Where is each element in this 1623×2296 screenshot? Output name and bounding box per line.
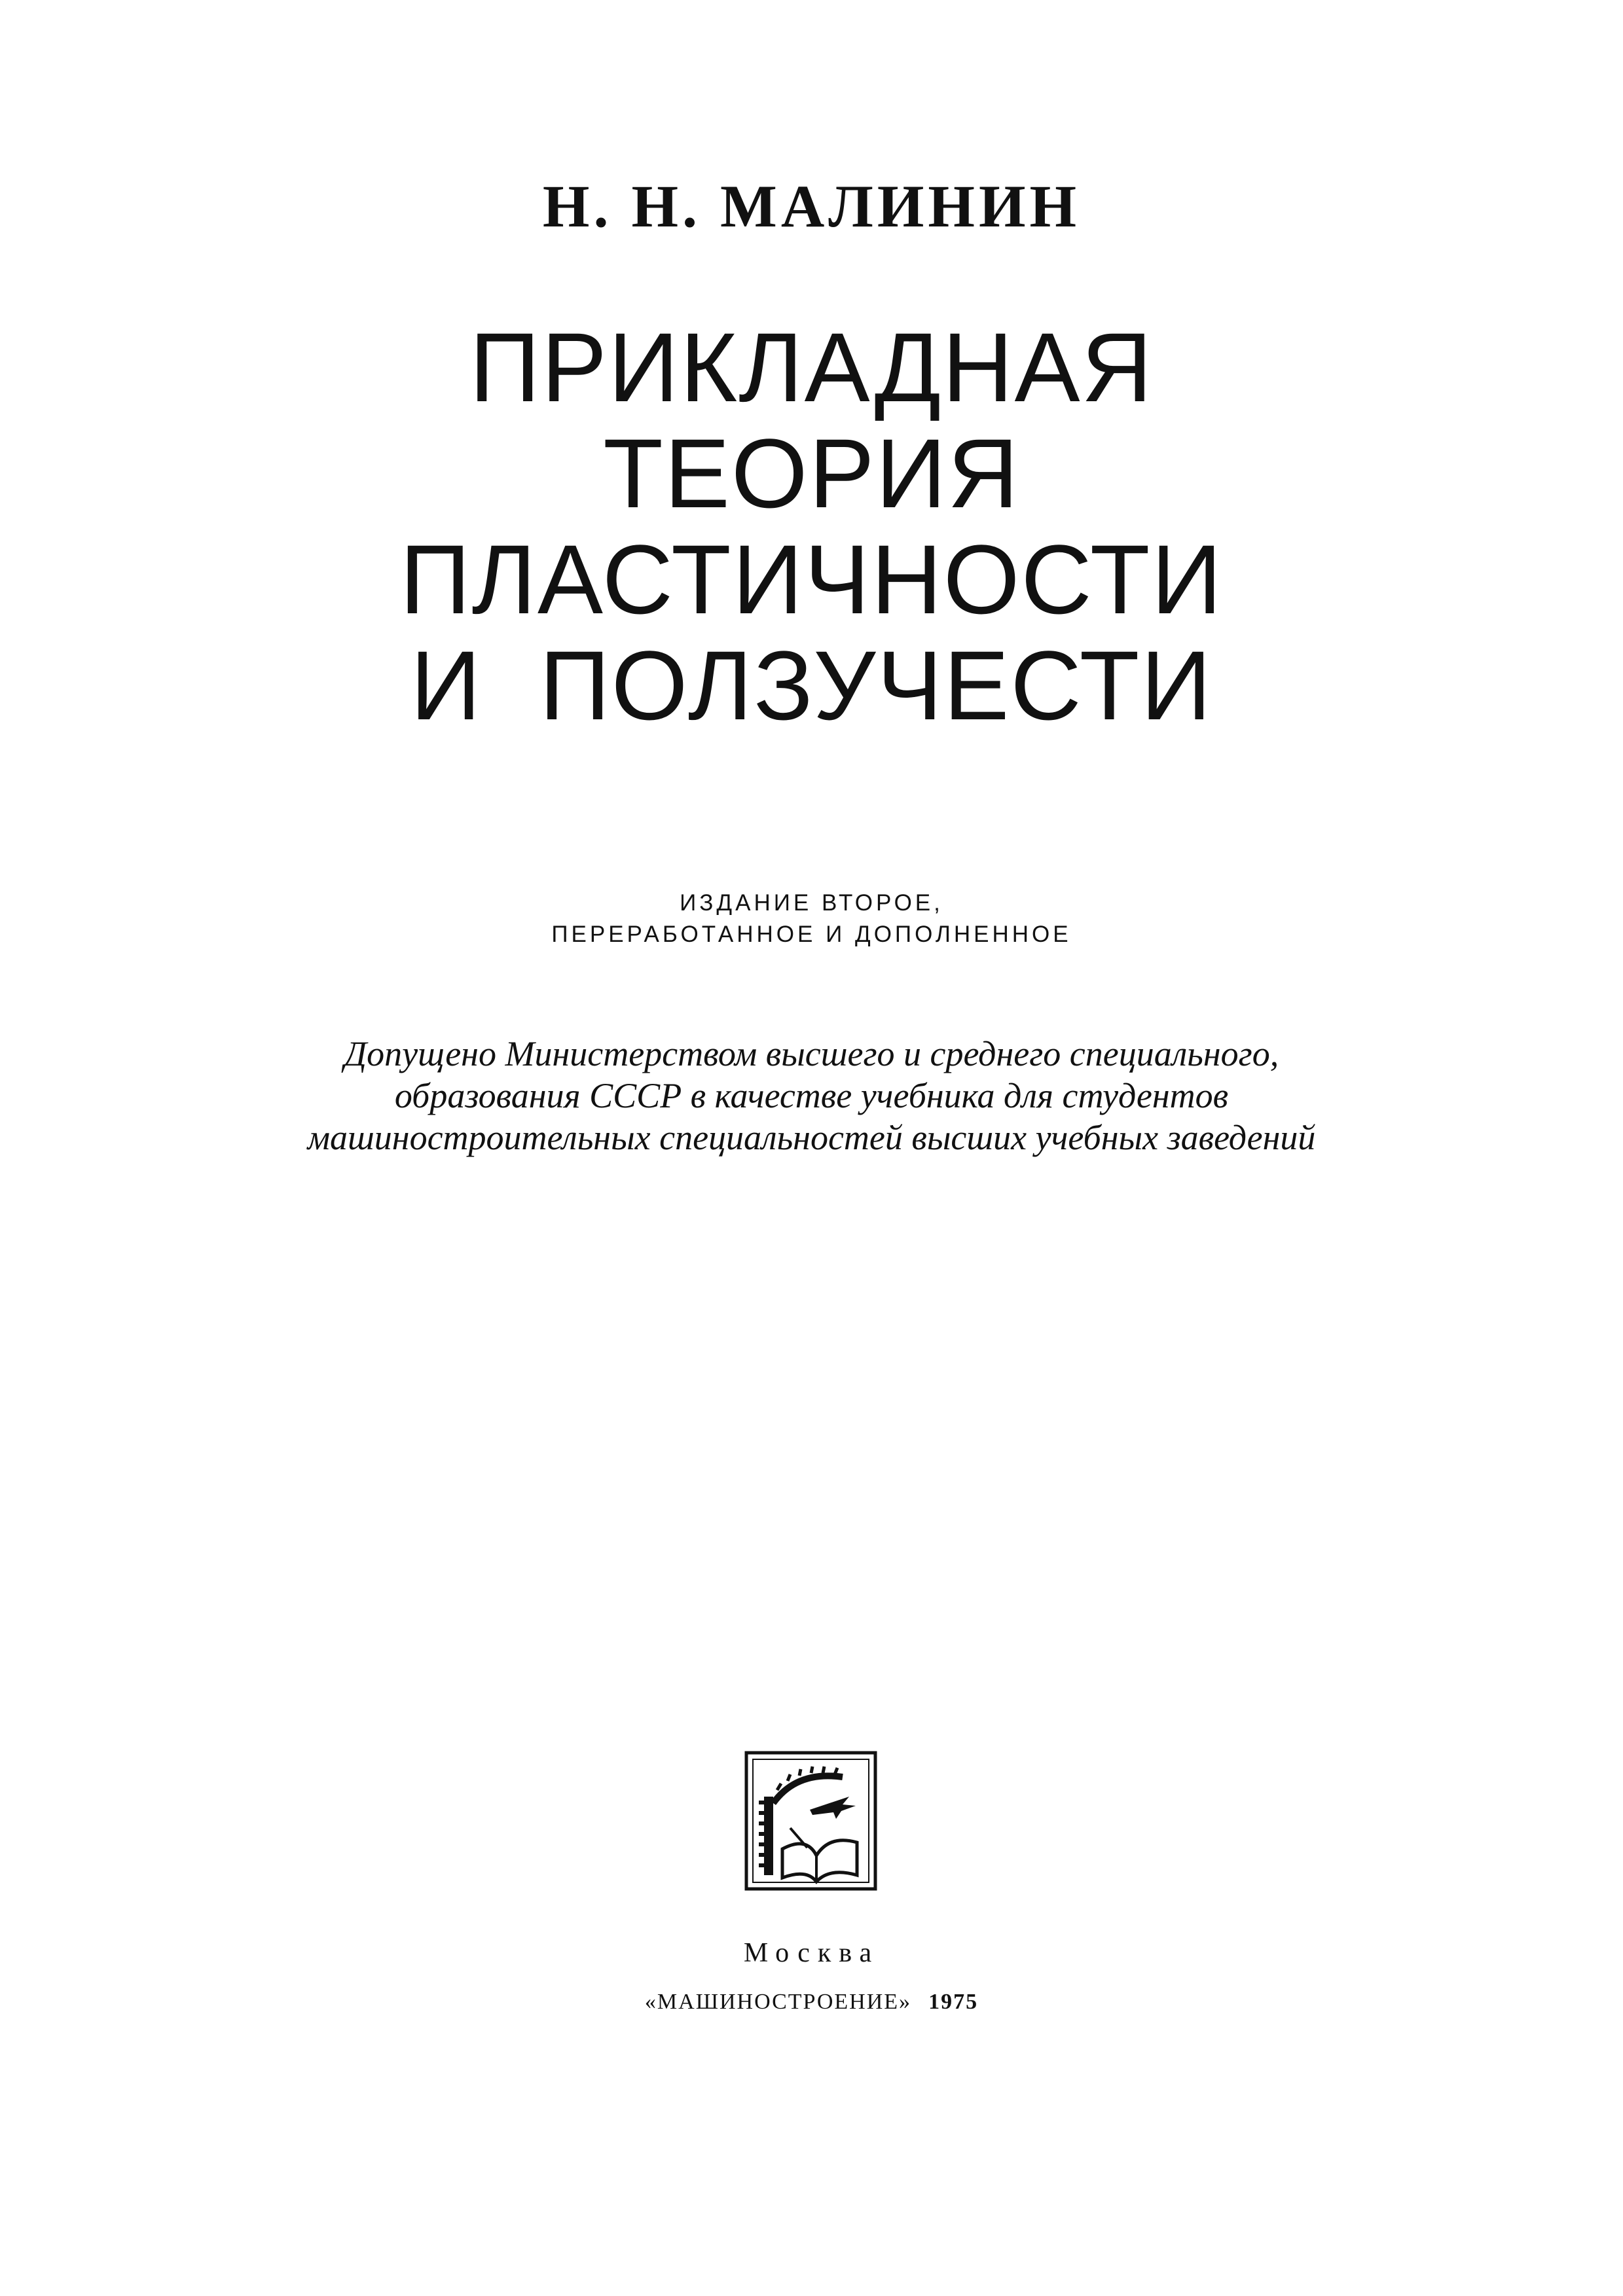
publisher-line [0,1990,1623,2015]
title-line-4: И ПОЛЗУЧЕСТИ [410,630,1213,740]
edition-line-1: ИЗДАНИЕ ВТОРОЕ, [680,890,943,916]
title-line-1: ПРИКЛАДНАЯ [469,312,1154,422]
edition-line-2: ПЕРЕРАБОТАННОЕ И ДОПОЛНЕННОЕ [551,922,1072,947]
publication-city: Москва [743,1938,880,1968]
publisher-emblem-icon [744,1751,877,1891]
approval-line-2: образования СССР в качестве учебника для студентов [394,1076,1229,1115]
edition-note [0,888,1623,950]
publisher-name: «МАШИНОСТРОЕНИЕ» [644,1990,912,2014]
approval-line-3: машиностроительных специальностей высших учебных заведений [307,1118,1316,1157]
approval-note [0,1033,1623,1158]
author-name: Н. Н. МАЛИНИН [542,173,1081,240]
title-line-3: ПЛАСТИЧНОСТИ [399,524,1224,634]
title-line-2: ТЕОРИЯ [603,418,1020,528]
approval-line-1: Допущено Министерством высшего и среднего специального, [344,1034,1279,1073]
publication-year: 1975 [928,1990,979,2014]
book-title [0,314,1623,738]
